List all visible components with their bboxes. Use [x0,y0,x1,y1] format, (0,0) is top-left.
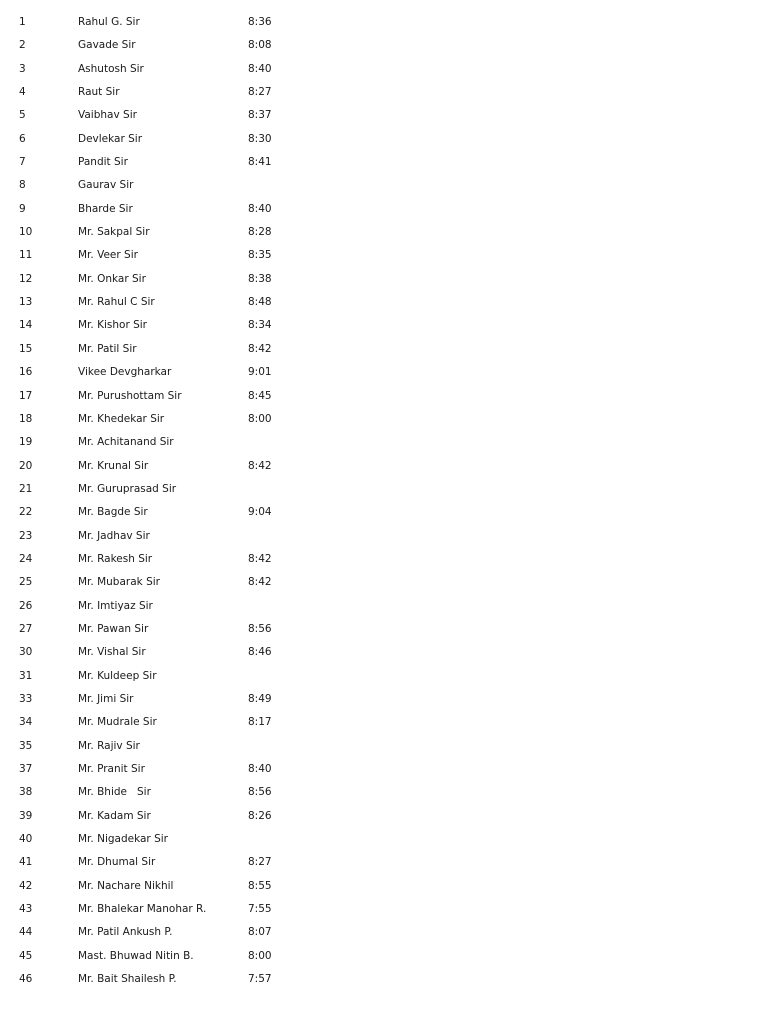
row-number: 44 [19,926,33,939]
row-number: 25 [19,576,33,589]
row-name: Mr. Mubarak Sir [78,576,160,589]
row-time: 8:49 [248,692,272,705]
row-time: 9:01 [248,366,272,379]
list-row [0,758,300,781]
row-time: 8:37 [248,109,272,122]
row-number: 26 [19,599,33,612]
row-name: Mr. Jadhav Sir [78,529,150,542]
row-name: Mr. Achitanand Sir [78,436,174,449]
list-row [0,875,300,898]
row-name: Mr. Nachare Nikhil [78,879,174,892]
row-number: 12 [19,272,33,285]
list-row [0,291,300,314]
list-row [0,945,300,968]
list-row [0,781,300,804]
row-number: 41 [19,856,33,869]
row-name: Mr. Rakesh Sir [78,552,153,565]
row-number: 23 [19,529,33,542]
list-row [0,921,300,944]
row-number: 39 [19,809,33,822]
row-time: 8:07 [248,926,272,939]
row-number: 4 [19,86,26,99]
list-row [0,898,300,921]
row-name: Vaibhav Sir [78,109,137,122]
row-time: 8:42 [248,576,272,589]
row-time: 8:27 [248,86,272,99]
row-name: Mr. Rajiv Sir [78,739,140,752]
row-name: Mr. Onkar Sir [78,272,146,285]
row-number: 2 [19,39,26,52]
list-row [0,104,300,127]
row-number: 10 [19,226,33,239]
list-row [0,338,300,361]
row-name: Mr. Nigadekar Sir [78,833,168,846]
row-number: 3 [19,62,26,75]
row-number: 17 [19,389,33,402]
row-number: 19 [19,436,33,449]
list-row [0,81,300,104]
list-row [0,525,300,548]
row-name: Mr. Bagde Sir [78,506,148,519]
row-name: Mr. Kadam Sir [78,809,151,822]
row-name: Mr. Sakpal Sir [78,226,150,239]
row-time: 8:28 [248,226,272,239]
list-row [0,174,300,197]
row-number: 7 [19,156,26,169]
row-name: Raut Sir [78,86,120,99]
row-time: 7:57 [248,973,272,986]
row-time: 8:40 [248,763,272,775]
row-name: Mr. Khedekar Sir [78,412,165,425]
row-time: 8:41 [248,156,272,169]
list-row [0,665,300,688]
row-name: Mr. Kishor Sir [78,319,147,332]
row-name: Pandit Sir [78,156,128,169]
row-number: 8 [19,179,26,192]
row-name: Mr. Guruprasad Sir [78,482,177,495]
list-row [0,828,300,851]
attendance-list [0,11,300,991]
row-time: 8:42 [248,552,272,565]
list-row [0,58,300,81]
row-name: Mr. Patil Sir [78,342,137,355]
row-number: 30 [19,646,33,659]
row-name: Devlekar Sir [78,132,143,145]
row-time: 8:00 [248,949,272,962]
row-number: 6 [19,132,26,145]
row-name: Gaurav Sir [78,179,134,192]
list-row [0,314,300,337]
row-time: 8:56 [248,622,272,635]
row-name: Mr. Bait Shailesh P. [78,973,177,986]
row-time: 8:48 [248,296,272,309]
row-name: Mr. Dhumal Sir [78,856,156,869]
row-name: Mr. Jimi Sir [78,692,134,705]
row-name: Mr. Veer Sir [78,249,138,262]
list-row [0,431,300,454]
list-row [0,735,300,758]
row-number: 22 [19,506,33,519]
row-name: Mr. Bhide Sir [78,786,151,799]
list-row [0,151,300,174]
row-number: 40 [19,833,33,846]
list-row [0,968,300,991]
list-row [0,198,300,221]
list-row [0,11,300,34]
list-row [0,361,300,384]
row-number: 14 [19,319,33,332]
row-time: 8:45 [248,389,272,402]
row-name: Mr. Bhalekar Manohar R. [78,903,207,916]
list-row [0,34,300,57]
row-name: Mr. Imtiyaz Sir [78,599,153,612]
row-number: 46 [19,973,33,986]
list-row [0,408,300,431]
row-time: 8:38 [248,272,272,285]
row-name: Ashutosh Sir [78,62,144,75]
row-name: Vikee Devgharkar [78,366,172,379]
row-number: 35 [19,739,33,752]
list-row [0,244,300,267]
row-number: 33 [19,692,33,705]
list-row [0,501,300,524]
row-name: Mr. Kuldeep Sir [78,669,157,682]
row-time: 8:00 [248,412,272,425]
row-time: 9:04 [248,506,272,519]
list-row [0,641,300,664]
row-number: 38 [19,786,33,799]
row-name: Mr. Purushottam Sir [78,389,182,402]
row-name: Mr. Pranit Sir [78,763,145,775]
row-number: 31 [19,669,33,682]
row-time: 8:34 [248,319,272,332]
row-name: Bharde Sir [78,202,133,215]
row-number: 43 [19,903,33,916]
row-number: 37 [19,763,33,775]
row-number: 1 [19,16,26,28]
row-name: Gavade Sir [78,39,136,52]
row-number: 9 [19,202,26,215]
row-time: 8:46 [248,646,272,659]
list-row [0,455,300,478]
list-row [0,618,300,641]
row-number: 18 [19,412,33,425]
row-name: Mr. Krunal Sir [78,459,149,472]
row-number: 11 [19,249,33,262]
list-row [0,385,300,408]
list-row [0,221,300,244]
row-time: 8:40 [248,202,272,215]
row-time: 7:55 [248,903,272,916]
row-name: Mr. Vishal Sir [78,646,146,659]
list-row [0,571,300,594]
row-number: 27 [19,622,33,635]
row-number: 42 [19,879,33,892]
row-name: Mast. Bhuwad Nitin B. [78,949,194,962]
row-number: 34 [19,716,33,729]
row-time: 8:08 [248,39,272,52]
row-time: 8:27 [248,856,272,869]
row-number: 13 [19,296,33,309]
row-name: Mr. Patil Ankush P. [78,926,173,939]
row-number: 5 [19,109,26,122]
row-name: Mr. Pawan Sir [78,622,149,635]
row-time: 8:35 [248,249,272,262]
list-row [0,268,300,291]
row-time: 8:56 [248,786,272,799]
row-time: 8:30 [248,132,272,145]
row-time: 8:26 [248,809,272,822]
row-name: Mr. Rahul C Sir [78,296,155,309]
list-row [0,805,300,828]
row-time: 8:55 [248,879,272,892]
list-row [0,688,300,711]
row-time: 8:40 [248,62,272,75]
row-time: 8:42 [248,342,272,355]
list-row [0,548,300,571]
row-number: 45 [19,949,33,962]
list-row [0,711,300,734]
row-number: 21 [19,482,33,495]
list-row [0,595,300,618]
row-number: 15 [19,342,33,355]
row-name: Rahul G. Sir [78,16,140,28]
list-row [0,128,300,151]
list-row [0,478,300,501]
row-name: Mr. Mudrale Sir [78,716,157,729]
row-number: 20 [19,459,33,472]
row-time: 8:17 [248,716,272,729]
row-number: 24 [19,552,33,565]
list-row [0,851,300,874]
row-time: 8:42 [248,459,272,472]
row-number: 16 [19,366,33,379]
row-time: 8:36 [248,16,272,28]
